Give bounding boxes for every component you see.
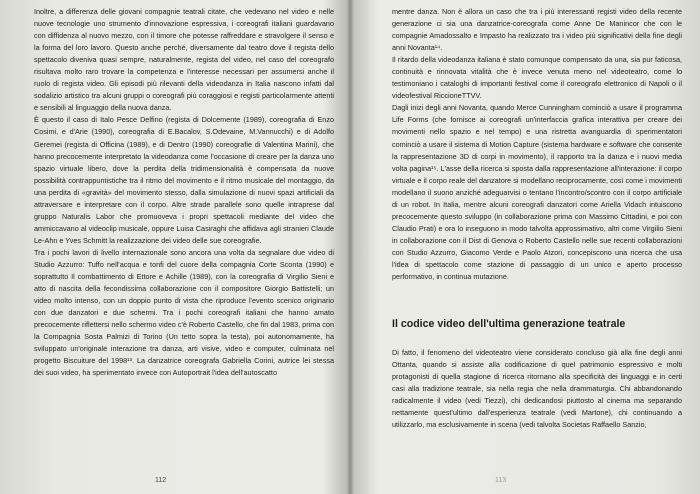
paragraph: mentre danza. Non è allora un caso che tra i più interessanti registi video della recente generazione ci sia una danzatrice-coreografa come Anne De Manincor che con le compagnie Amadossalto e Impasto ha realizzato tra i video più significativi della fine degli anni Novanta¹⁴. [392, 7, 682, 53]
right-page-body-bottom [392, 347, 682, 431]
section-heading: Il codice video dell'ultima generazione teatrale [392, 318, 626, 330]
paragraph: È questo il caso di Italo Pesce Delfino (regista di Dolcemente (1989), coreografia di Enzo Cosimi, e d'Arie (1990), coreografia di E.Bacalov, S.Odevaine, M.Vannucchi) e di Adolfo Geremei (regista di Officina (1989), e di Dentro (1990) coreografie di Valentina Marini), che hanno precocemente interpretato la videodanza come l'occasione di creare per la danza uno spazio virtuale libero, dove la perdita della tridimensionalità è compensata da nuove possibilità contrappuntistiche tra il ritmo del movimento e il ritmo musicale del montaggio, da una perdita di «gravità» del movimento stesso, dalla simulazione di nuovi spazi artificiali da attraversare e interpretare con il corpo. Altre strade parallele sono quelle intraprese dal gruppo Naturalis Labor che promuoveva i propri spettacoli mediante del video che ammiccavano al videoclip musicale, oppure Luisa Casiraghi che affidava agli stranieri Claude Le-Ahn e Yves Schmitt la realizzazione dei video delle sue coreografie. [34, 115, 334, 245]
paragraph: Il ritardo della videodanza italiana è stato comunque compensato da una, sia pur faticosa, continuità e rinnovata vitalità che è invece venuta meno nel videoteatro, come lo testimoniano i cataloghi di importanti festival come il coreografo elettronico di Napoli o il videofestival RiccioneTTVV. [392, 55, 682, 101]
paragraph: Tra i pochi lavori di livello internazionale sono ancora una volta da segnalare due video di Studio Azzurro: Tuffo nell'acqua e tonfi del cuore della compagnia Corte Sconta (1990) e soprattutto Il combattimento di Ettore e Achille (1989), con la coreografia di Virgilio Sieni e atto di nascita della fecondissima collaborazione con il compositore Giorgio Battistelli; un video molto intenso, con un doppio punto di vista che riproduce l'evento scenico originario con due danzatori e due schermi. Tra i pochi coreografi italiani che hanno amato precocemente riflettersi nello schermo video c'è Roberto Castello, che fin dal 1983, prima con la Compagnia Sosta Palmizi di Torino (Un tetto sopra la testa), poi autonomamente, ha sviluppato un'originale interazione tra danza, arti visive, video e computer, culminata nel progetto Biscuiture del 1998¹³. La danzatrice coreografa Gabriella Corini, autrice lei stessa dei suoi video, ha sperimentato invece con Autoportrait l'idea dell'autoscatto [34, 247, 334, 378]
paragraph: Dagli inizi degli anni Novanta, quando Merce Cunningham cominciò a usare il programma Life Forms (che fornisce ai coreografi un'interfaccia grafica interattiva per creare dei movimenti nello spazio e nel tempo) e una ristretta avanguardia di sperimentatori cominciò a usare il sistema di Motion Capture (sistema hardware e software che consente la rappresentazione 3D di corpi in movimento), il rapporto tra la danza e i nuovi media volta pagina¹⁵. L'asse della ricerca si sposta dalla rappresentazione all'interazione: il corpo virtuale e il corpo reale del danzatore si modellano reciprocamente, così come i movimenti modellano il suono anziché adeguarvisi o tentano l'incontro/scontro con il corpo artificiale di un robot. In Italia, mentre alcuni coreografi danzatori come Ariella Vidach intuiscono precocemente questo sviluppo (in collaborazione prima con Massimo Cittadini, e poi con Claudio Prati) e ora lo inseguono in modo talvolta approssimativo, altri come Virgilio Sieni in collaborazione con il Dist di Genova o Roberto Castello nelle sue recenti collaborazioni con Studio Azzurro, Giacomo Verde e Paolo Atzori, concepiscono una ricerca che usa l'idea di spettacolo come stazione di passaggio di un unico e aperto processo performativo, in continua mutazione. [392, 103, 682, 282]
paragraph: Inoltre, a differenza delle giovani compagnie teatrali citate, che vedevano nel video e nelle nuove tecnologie uno strumento d'innovazione espressiva, i coreografi italiani guardavano con diffidenza al nuovo mezzo, con il timore che potesse raffreddare e stravolgere il senso e la forma del loro lavoro. Questo anche perché, diversamente dal teatro dove il regista dello spettacolo diveniva quasi sempre, naturalmente, regista del video, nel caso del coreografo risultava molto raro trovare la competenza e l'interesse necessari per assumersi anche il ruolo di regista video. Gli episodi più rilevanti della videodanza in Italia nascono infatti dal sodalizio artistico tra alcuni gruppi o coreografi più coraggiosi e registi particolarmente attenti e sensibili al linguaggio della nuova danza. [34, 7, 334, 113]
left-page-body [34, 6, 334, 379]
page-number: 112 [155, 477, 167, 484]
page-number: 113 [495, 477, 507, 484]
right-page [352, 0, 700, 494]
paragraph: Di fatto, il fenomeno del videoteatro viene considerato concluso già alla fine degli anni Ottanta, quando si assiste alla codificazione di quel patrimonio espressivo e molti protagonisti di quella stagione di ricerca ritornano alla specificità dei linguaggi e in certi casi alla tradizione teatrale, sia nella regia che nella drammaturgia. Chi abbandonando radicalmente il video (vedi Tiezzi), chi dedicandosi piuttosto al cinema ma separando nettamente quest'ultimo dall'esperienza teatrale (vedi Martone), chi continuando a utilizzarlo, ma esclusivamente in scena (vedi talvolta Societas Raffaello Sanzio, [392, 348, 682, 430]
right-page-body-top [392, 6, 682, 283]
